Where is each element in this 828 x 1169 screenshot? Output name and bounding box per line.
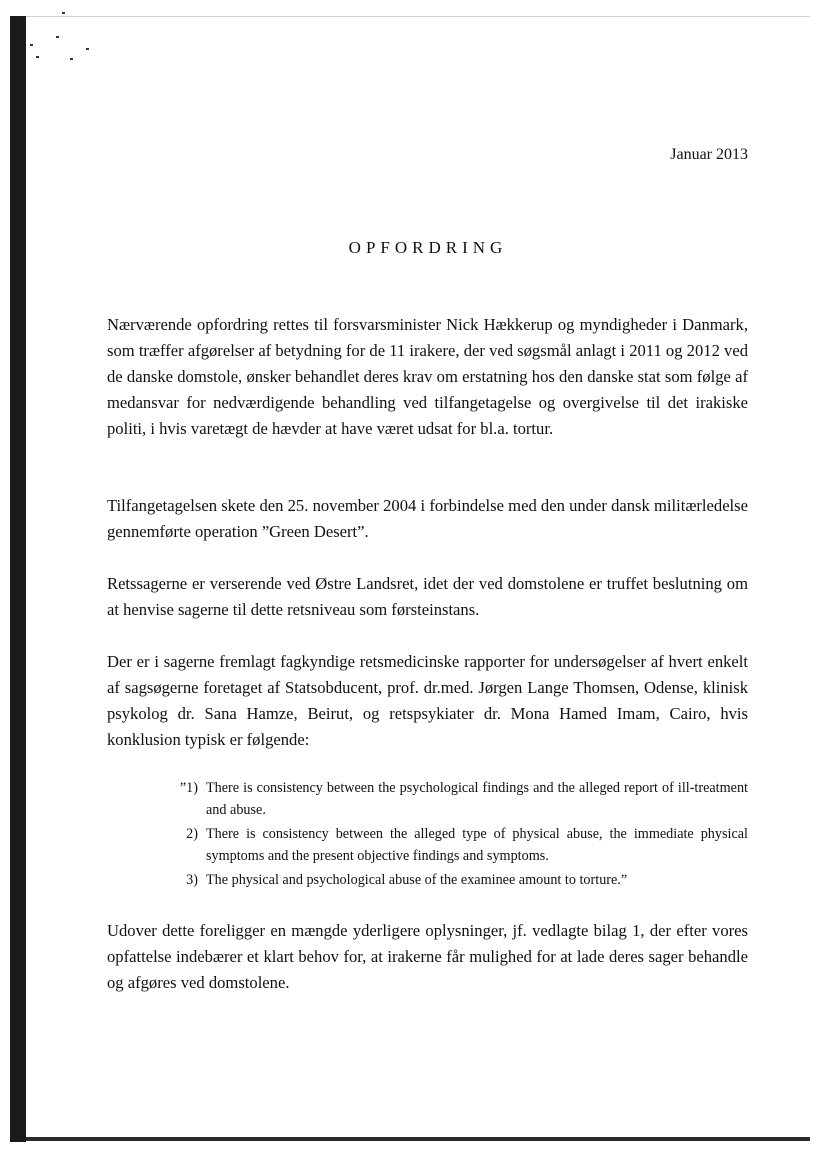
- paragraph-reports: Der er i sagerne fremlagt fagkyndige retsmedicinske rapporter for undersøgelser af hvert enkelt af sagsøgerne foretaget af Statsobducent, prof. dr.med. Jørgen Lange Thomsen, Odense, klinisk psykolog dr. Sana Hamze, Beirut, og retspsykiater dr. Mona Hamed Imam, Cairo, hvis konklusion typisk er følgende:: [107, 652, 748, 749]
- paragraph-capture: Tilfangetagelsen skete den 25. november 2004 i forbindelse med den under dansk militærledelse gennemførte operation ”Green Desert”.: [107, 496, 748, 541]
- quote-item-number: 2): [186, 826, 198, 842]
- paragraph-intro: Nærværende opfordring rettes til forsvarsminister Nick Hækkerup og myndigheder i Danmark, som træffer afgørelser af betydning for de 11 irakere, der ved søgsmål anlagt i 2011 og 2012 ved de danske domstole, ønsker behandlet deres krav om erstatning hos den danske stat som følge af medansvar for nedværdigende behandling ved tilfangetagelse og overgivelse til det irakiske politi, i hvis varetægt de hævder at have været udsat for bl.a. tortur.: [107, 315, 748, 438]
- scan-bottom-edge: [26, 1137, 810, 1141]
- scan-top-edge: [26, 16, 810, 17]
- quote-item-number: 3): [186, 872, 198, 888]
- quote-item-text: There is consistency between the alleged type of physical abuse, the immediate physical symptoms and the present objective findings and symptoms.: [206, 826, 748, 864]
- scan-specks: [28, 10, 98, 70]
- paragraph-court: Retssagerne er verserende ved Østre Landsret, idet der ved domstolene er truffet beslutning om at henvise sagerne til dette retsniveau som førsteinstans.: [107, 574, 748, 619]
- quote-item-text: The physical and psychological abuse of the examinee amount to torture.”: [206, 872, 628, 888]
- quote-item-text: There is consistency between the psychological findings and the alleged report of ill-treatment and abuse.: [206, 780, 748, 818]
- quote-item-number: ”1): [179, 780, 198, 796]
- report-conclusion-quote: [168, 777, 748, 893]
- quote-item: [168, 823, 748, 867]
- quote-item: [168, 777, 748, 821]
- paragraph-conclusion: Udover dette foreligger en mængde yderligere oplysninger, jf. vedlagte bilag 1, der efter vores opfattelse indebærer et klart behov for, at irakerne får mulighed for at lade deres sager behandle og afgøres ved domstolene.: [107, 921, 748, 992]
- scan-left-edge: [10, 16, 26, 1142]
- document-date: Januar 2013: [670, 146, 748, 163]
- document-title: OPFORDRING: [348, 238, 508, 257]
- quote-item: [168, 869, 748, 891]
